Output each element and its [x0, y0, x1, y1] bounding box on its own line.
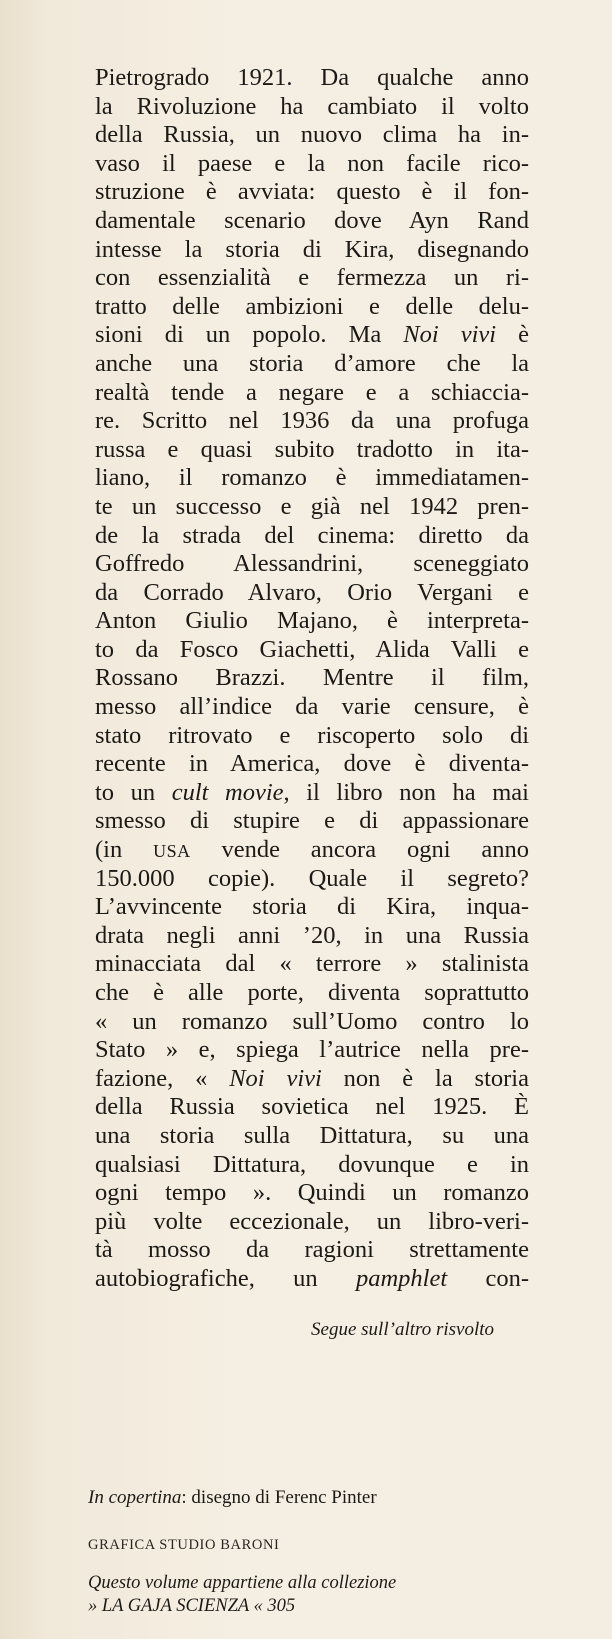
cover-credit — [88, 1486, 377, 1510]
text-segment: fazione, « — [95, 1064, 230, 1092]
text-segment: con- — [447, 1264, 529, 1292]
text-segment: re. Scritto nel 1936 da una profuga — [95, 407, 529, 435]
text-segment: te un successo e già nel 1942 pren- — [95, 492, 529, 520]
text-segment: vaso il paese e la non facile rico- — [95, 149, 529, 177]
text-line — [95, 321, 529, 350]
text-segment: smesso di stupire e di appassionare — [95, 807, 529, 835]
text-line — [95, 636, 529, 665]
text-line — [95, 1208, 529, 1237]
text-line — [95, 579, 529, 608]
text-segment: Pietrogrado 1921. Da qualche anno — [95, 64, 529, 91]
text-segment: 150.000 copie). Quale il segreto? — [95, 864, 529, 892]
text-line — [95, 236, 529, 265]
text-segment: autobiografiche, un — [95, 1264, 356, 1292]
text-line — [95, 550, 529, 579]
text-segment: che è alle porte, diventa soprattutto — [95, 979, 529, 1006]
collection-line: Questo volume appartiene alla collezione — [88, 1573, 397, 1593]
text-segment: tratto delle ambizioni e delle delu- — [95, 292, 529, 320]
text-segment: USA — [153, 841, 191, 862]
text-segment: drata negli anni ’20, in una Russia — [95, 921, 529, 949]
text-segment: damentale scenario dove Ayn Rand — [95, 206, 529, 234]
text-segment: è — [496, 321, 530, 349]
collection-note — [88, 1572, 396, 1618]
text-segment: struzione è avviata: questo è il fon- — [95, 178, 529, 206]
text-segment: anche una storia d’amore che la — [95, 349, 529, 377]
text-line — [95, 150, 529, 179]
text-line — [95, 779, 529, 808]
continued-note: Segue sull’altro risvolto — [311, 1319, 494, 1340]
text-segment: russa e quasi subito tradotto in ita- — [95, 435, 529, 463]
text-line — [95, 836, 529, 865]
text-segment: ogni tempo ». Quindi un romanzo — [95, 1179, 529, 1207]
text-line — [95, 350, 529, 379]
text-line — [95, 1179, 529, 1208]
text-segment: Stato » e, spiega l’autrice nella pre- — [95, 1036, 529, 1064]
text-line — [95, 522, 529, 551]
text-segment: intesse la storia di Kira, disegnando — [95, 235, 529, 263]
text-segment: tà mosso da ragioni strettamente — [95, 1236, 529, 1264]
text-line — [95, 1122, 529, 1151]
text-line — [95, 93, 529, 122]
text-segment: della Russia sovietica nel 1925. È — [95, 1093, 529, 1121]
text-segment: con essenzialità e fermezza un ri- — [95, 264, 529, 292]
text-segment: una storia sulla Dittatura, su una — [95, 1121, 529, 1149]
text-segment: da Corrado Alvaro, Orio Vergani e — [95, 578, 529, 606]
text-segment: Anton Giulio Majano, è interpreta- — [95, 607, 529, 635]
text-line — [95, 979, 529, 1008]
text-line — [95, 1036, 529, 1065]
text-line — [95, 722, 529, 751]
text-segment: più volte eccezionale, un libro-veri- — [95, 1207, 529, 1235]
text-segment: to da Fosco Giachetti, Alida Valli e — [95, 635, 529, 663]
text-segment: L’avvincente storia di Kira, inqua- — [95, 893, 529, 921]
flap-body-text — [95, 64, 529, 1294]
text-segment: non è la storia — [321, 1064, 529, 1092]
text-segment: de la strada del cinema: diretto da — [95, 521, 529, 549]
text-line — [95, 464, 529, 493]
text-line — [95, 807, 529, 836]
text-segment: Rossano Brazzi. Mentre il film, — [95, 664, 529, 692]
italic-title: Noi vivi — [229, 1064, 322, 1092]
text-segment: Goffredo Alessandrini, sceneggiato — [95, 550, 529, 578]
text-segment: della Russia, un nuovo clima ha in- — [95, 121, 529, 149]
cover-credit-label: In copertina — [88, 1487, 182, 1508]
text-line — [95, 207, 529, 236]
italic-title: pamphlet — [355, 1264, 448, 1292]
text-line — [95, 664, 529, 693]
text-line — [95, 436, 529, 465]
text-line — [95, 893, 529, 922]
text-segment: (in — [95, 836, 154, 864]
text-line — [95, 1065, 529, 1094]
collection-series: » LA GAJA SCIENZA « 305 — [88, 1596, 296, 1616]
text-segment: recente in America, dove è diventa- — [95, 750, 529, 778]
text-line — [95, 293, 529, 322]
text-segment: liano, il romanzo è immediatamen- — [95, 464, 529, 492]
text-line — [95, 493, 529, 522]
text-line — [95, 607, 529, 636]
text-segment: minacciata dal « terrore » stalinista — [95, 950, 529, 978]
text-segment: qualsiasi Dittatura, dovunque e in — [95, 1150, 529, 1178]
text-line — [95, 64, 529, 93]
text-line — [95, 407, 529, 436]
text-segment: stato ritrovato e riscoperto solo di — [95, 721, 529, 749]
text-line — [95, 1093, 529, 1122]
text-line — [95, 1236, 529, 1265]
text-line — [95, 865, 529, 894]
text-segment: vende ancora ogni anno — [190, 836, 529, 864]
text-line — [95, 1265, 529, 1294]
text-segment: sioni di un popolo. Ma — [95, 321, 404, 349]
text-line — [95, 693, 529, 722]
text-segment: la Rivoluzione ha cambiato il volto — [95, 92, 529, 120]
design-credit: GRAFICA STUDIO BARONI — [88, 1537, 280, 1553]
text-line — [95, 750, 529, 779]
italic-title: cult movie — [171, 778, 284, 806]
text-segment: messo all’indice da varie censure, è — [95, 693, 529, 721]
text-line — [95, 1008, 529, 1037]
text-line — [95, 950, 529, 979]
text-segment: to un — [95, 778, 172, 806]
text-line — [95, 922, 529, 951]
italic-title: Noi vivi — [403, 321, 497, 349]
text-segment: « un romanzo sull’Uomo contro lo — [95, 1007, 529, 1035]
text-line — [95, 1151, 529, 1180]
text-line — [95, 121, 529, 150]
cover-credit-text: : disegno di Ferenc Pinter — [181, 1487, 377, 1508]
text-line — [95, 178, 529, 207]
text-segment: , il libro non ha mai — [283, 778, 529, 806]
text-line — [95, 264, 529, 293]
text-segment: realtà tende a negare e a schiaccia- — [95, 378, 529, 406]
text-line — [95, 379, 529, 408]
